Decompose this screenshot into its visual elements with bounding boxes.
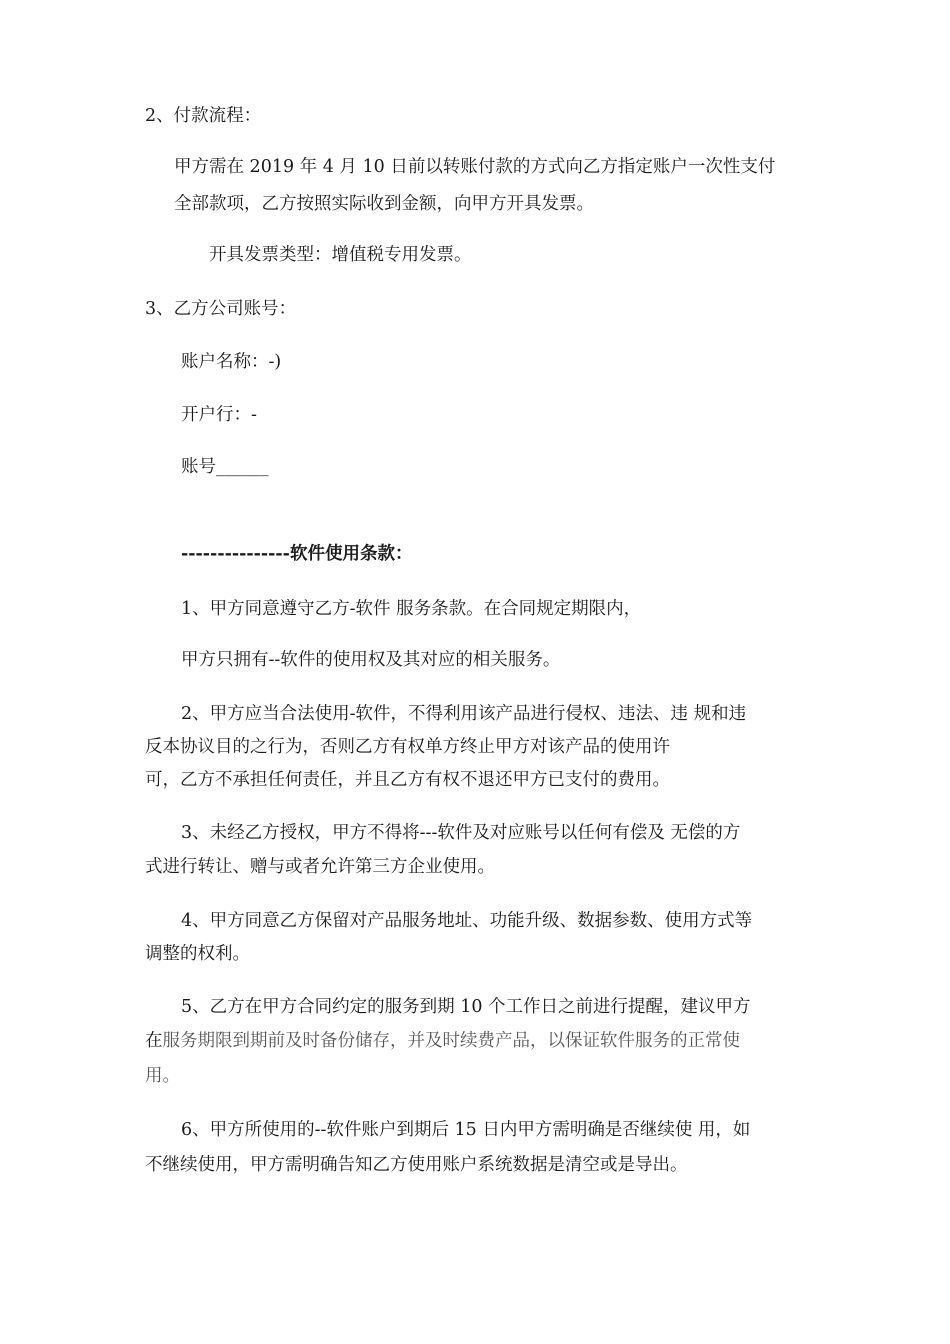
invoice-type: 开具发票类型：增值税专用发票。 xyxy=(209,245,472,265)
terms-item-2: 反本协议目的之行为，否则乙方有权单方终止甲方对该产品的使用许 xyxy=(145,737,670,757)
terms-item-3: 式进行转让、赠与或者允许第三方企业使用。 xyxy=(145,857,495,877)
terms-item-1: 1、甲方同意遵守乙方-软件 服务条款。在合同规定期限内， xyxy=(181,599,642,619)
terms-heading: ---------------软件使用条款： xyxy=(181,544,413,564)
terms-item-2: 2、甲方应当合法使用-软件，不得利用该产品进行侵权、违法、违 规和违 xyxy=(181,704,747,724)
terms-item-4: 4、甲方同意乙方保留对产品服务地址、功能升级、数据参数、使用方式等 xyxy=(181,911,753,931)
account-number: 账号______ xyxy=(181,457,269,477)
terms-item-3: 3、未经乙方授权，甲方不得将---软件及对应账号以任何有偿及 无偿的方 xyxy=(181,823,741,843)
payment-heading: 2、付款流程： xyxy=(145,106,262,126)
terms-item-4: 调整的权利。 xyxy=(145,944,250,964)
terms-item-6: 6、甲方所使用的--软件账户到期后 15 日内甲方需明确是否继续使 用，如 xyxy=(181,1120,751,1140)
terms-item-5: 5、乙方在甲方合同约定的服务到期 10 个工作日之前进行提醒，建议甲方 xyxy=(181,997,751,1017)
account-bank: 开户行：- xyxy=(181,405,257,425)
terms-item-6: 不继续使用，甲方需明确告知乙方使用账户系统数据是清空或是导出。 xyxy=(145,1155,688,1175)
terms-item-5-text: 在 xyxy=(145,1031,163,1051)
payment-paragraph-line: 甲方需在 2019 年 4 月 10 日前以转账付款的方式向乙方指定账户一次性支付 xyxy=(174,157,776,177)
terms-item-5: 用。 xyxy=(145,1066,180,1086)
payment-paragraph-line: 全部款项，乙方按照实际收到金额，向甲方开具发票。 xyxy=(174,194,594,214)
terms-item-2: 可，乙方不承担任何责任，并且乙方有权不退还甲方已支付的费用。 xyxy=(145,770,670,790)
account-name: 账户名称：-) xyxy=(181,352,282,372)
terms-item-1: 甲方只拥有--软件的使用权及其对应的相关服务。 xyxy=(181,650,561,670)
account-heading: 3、乙方公司账号： xyxy=(145,299,297,319)
terms-item-5 xyxy=(145,1029,740,1053)
terms-item-5-text: 服务期限到期前及时备份储存，并及时续费产品，以保证软件服务的正常使 xyxy=(162,1031,740,1051)
